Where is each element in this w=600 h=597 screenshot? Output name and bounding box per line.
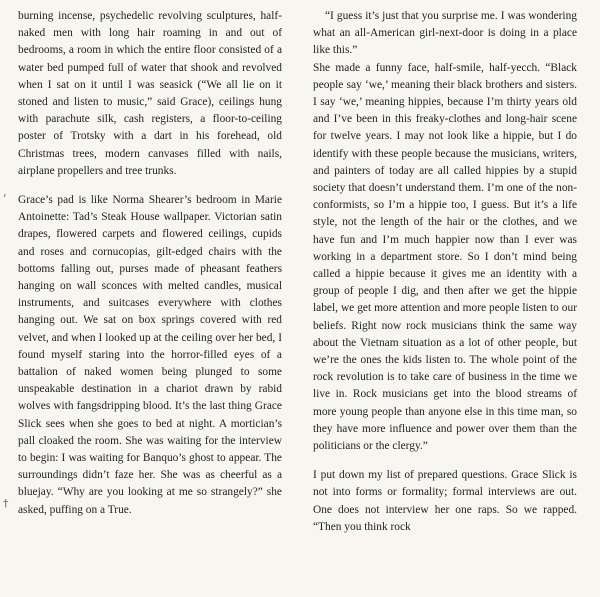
- paragraph: “I guess it’s just that you surprise me. I was wondering what an all-American girl-next-door is doing in a place like this.”: [313, 10, 577, 57]
- paragraph: I put down my list of prepared questions. Grace Slick is not into forms or formality; formal interviews are out. One does not interview her one raps. So we rapped. “Then you think rock: [313, 469, 577, 533]
- paragraph: She made a funny face, half-smile, half-yecch. “Black people say ‘we,’ meaning their black brothers and sisters. I say ‘we,’ meaning hippies, because I’m thirty years old and I’ve been in this freaky-clothes and long-hair scene for twelve years. I may not look like a hippie, but I do identify with these people because the musicians, writers, and painters of today are all called hippies by a stupid society that doesn’t understand them. I’m one of the non-conformists, so I’m a hippie too, I guess. But it’s a life style, not the length of the hair or the clothes, and we have fun and I’m much happier now than I ever was working in a department store. So I don’t mind being called a hippie because it gives me an identity with a group of people I dig, and then after we get the hippie label, we get more attention and more people listen to our beliefs. Right now rock musicians think the same way about the Vietnam situation as a lot of other people, but we’re the ones the kids listen to. The whole point of the rock revolution is to take care of business in the time we live in. Rock musicians get into the blood streams of more young people than anyone else in this time man, so they have more influence and power over them than the politicians or the clergy.”: [313, 61, 577, 453]
- left-column: [18, 8, 282, 519]
- margin-mark: ‚: [3, 186, 7, 199]
- right-column: [313, 8, 577, 536]
- margin-mark: †: [3, 497, 9, 510]
- paragraph: Grace’s pad is like Norma Shearer’s bedroom in Marie Antoinette: Tad’s Steak House wallpaper. Victorian satin drapes, flowered carpets and flowered ceilings, cupids and roses and cornucopias, gilt-edged chairs with the bottoms falling out, purses made of pheasant feathers hanging on wall sconces with melted candles, musical instruments, and suitcases everywhere with clothes hanging out. We sat on box springs covered with red velvet, and when I looked up at the ceiling over her bed, I found myself staring into the horror-filled eyes of a battalion of naked women being plunged to some unspeakable destination in a chariot drawn by rabid wolves with fangsdripping blood. It’s the last thing Grace Slick sees when she goes to bed at night. A mortician’s pall cloaked the room. She was waiting for the interview to begin: I was waiting for Banquo’s ghost to appear. The surroundings didn’t faze her. She was as cheerful as a bluejay. “Why are you looking at me so strangely?” she asked, puffing on a True.: [18, 194, 282, 516]
- paragraph: burning incense, psychedelic revolving sculptures, half-naked men with long hair roaming in and out of bedrooms, a room in which the entire floor consisted of a water bed pumped full of water that shook and revolved when I sat on it until I was seasick (“We all lie on it stoned and listen to music,” said Grace), ceilings hung with parachute silk, cash registers, a floor-to-ceiling poster of Trotsky with a dart in his forehead, old Christmas trees, modern canvases filled with nails, airplane propellers and tree trunks.: [18, 10, 282, 177]
